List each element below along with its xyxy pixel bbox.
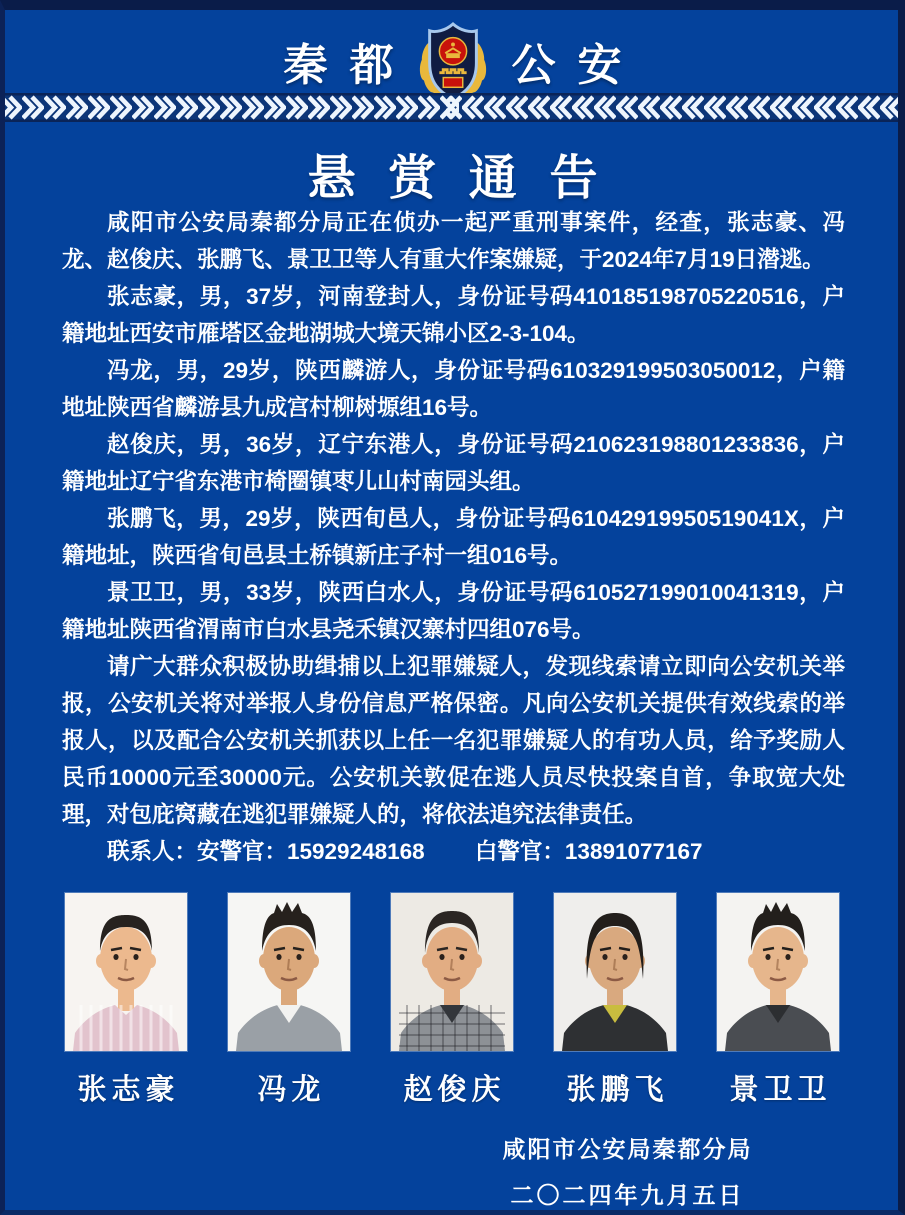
suspect-card bbox=[65, 893, 187, 1108]
contact-line bbox=[62, 833, 845, 870]
contact-officer-bai: 白警官：13891077167 bbox=[474, 839, 703, 864]
notice-title: 悬赏通告 bbox=[307, 152, 631, 205]
suspect-name: 张鹏飞 bbox=[566, 1074, 669, 1106]
suspect-photo bbox=[717, 893, 839, 1051]
footer bbox=[430, 1131, 825, 1210]
suspect-card bbox=[717, 893, 839, 1108]
paragraph-suspect-2: 冯龙，男，29岁，陕西麟游人，身份证号码610329199503050012，户籍地址陕西省麟游县九成宫村柳树塬组16号。 bbox=[62, 358, 845, 420]
suspect-name: 景卫卫 bbox=[729, 1074, 832, 1106]
suspect-name: 赵俊庆 bbox=[403, 1074, 506, 1106]
suspect-photo bbox=[65, 893, 187, 1051]
suspect-card bbox=[228, 893, 350, 1108]
paragraph-suspect-5: 景卫卫，男，33岁，陕西白水人，身份证号码610527199010041319，户籍地址陕西省渭南市白水县尧禾镇汉寨村四组076号。 bbox=[62, 580, 845, 642]
suspect-name: 张志豪 bbox=[77, 1074, 180, 1106]
footer-date: 二〇二四年九月五日 bbox=[510, 1182, 745, 1208]
suspect-photo bbox=[554, 893, 676, 1051]
paragraph-intro: 咸阳市公安局秦都分局正在侦办一起严重刑事案件，经查，张志豪、冯龙、赵俊庆、张鹏飞、景卫卫等人有重大作案嫌疑，于2024年7月19日潜逃。 bbox=[62, 210, 845, 272]
paragraph-suspect-4: 张鹏飞，男，29岁，陕西旬邑人，身份证号码61042919950519041X，户籍地址，陕西省旬邑县土桥镇新庄子村一组016号。 bbox=[62, 506, 845, 568]
contact-officer-an: 联系人：安警官：15929248168 bbox=[107, 839, 425, 864]
police-badge-icon bbox=[416, 19, 490, 103]
header-left-text: 秦都 bbox=[283, 41, 416, 90]
suspect-card bbox=[554, 893, 676, 1108]
header-right-text: 公安 bbox=[511, 41, 644, 90]
header bbox=[0, 22, 905, 100]
paragraph-suspect-3: 赵俊庆，男，36岁，辽宁东港人，身份证号码210623198801233836，户籍地址辽宁省东港市椅圈镇枣儿山村南园头组。 bbox=[62, 432, 845, 494]
suspect-card bbox=[391, 893, 513, 1108]
suspect-photo bbox=[391, 893, 513, 1051]
suspect-photo bbox=[228, 893, 350, 1051]
footer-org: 咸阳市公安局秦都分局 bbox=[502, 1136, 753, 1162]
suspect-photo-row bbox=[65, 893, 839, 1108]
paragraph-suspect-1: 张志豪，男，37岁，河南登封人，身份证号码410185198705220516，户籍地址西安市雁塔区金地湖城大境天锦小区2-3-104。 bbox=[62, 284, 845, 346]
chevron-band bbox=[0, 93, 905, 122]
paragraph-reward: 请广大群众积极协助缉捕以上犯罪嫌疑人，发现线索请立即向公安机关举报，公安机关将对举报人身份信息严格保密。凡向公安机关提供有效线索的举报人，以及配合公安机关抓获以上任一名犯罪嫌疑人的有功人员，给予奖励人民币10000元至30000元。公安机关敦促在逃人员尽快投案自首，争取宽大处理，对包庇窝藏在逃犯罪嫌疑人的，将依法追究法律责任。 bbox=[62, 654, 845, 827]
suspect-name: 冯龙 bbox=[257, 1074, 326, 1106]
notice-body bbox=[62, 204, 845, 870]
